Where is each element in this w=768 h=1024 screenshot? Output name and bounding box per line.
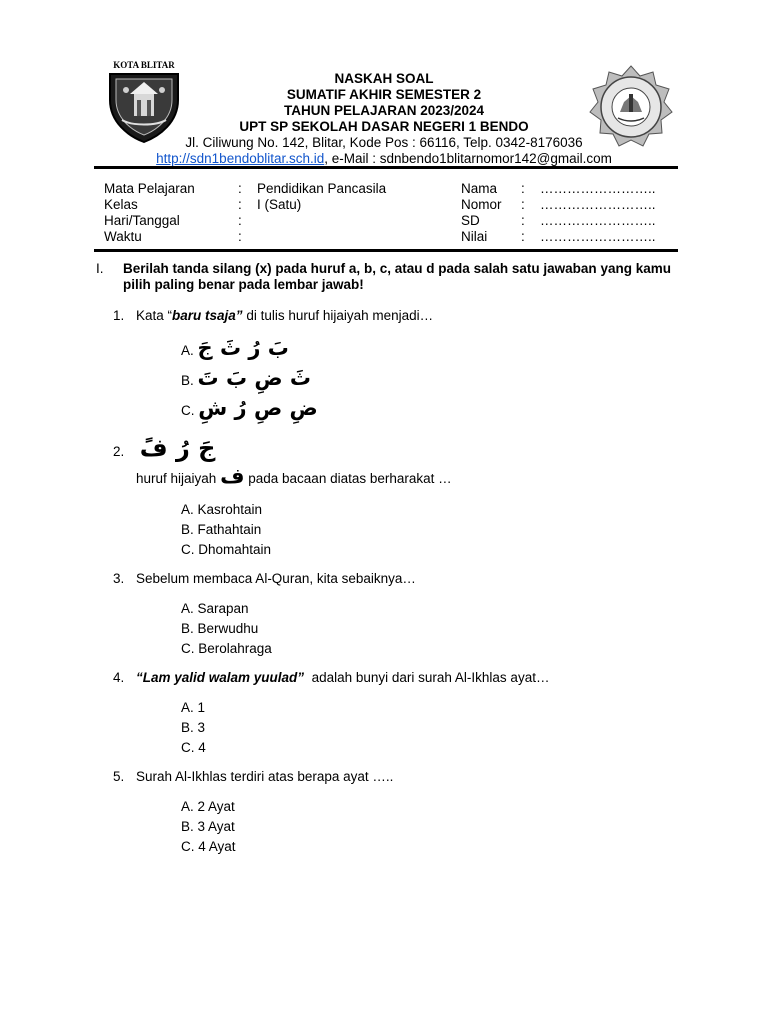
colon: :	[521, 197, 525, 212]
option-letter: C.	[181, 403, 195, 418]
option-letter: A.	[181, 343, 194, 358]
question-4	[113, 670, 549, 686]
option-arabic: بَ رُ ثَ جَ	[197, 336, 289, 360]
identity-values	[257, 181, 386, 245]
value-subject: Pendidikan Pancasila	[257, 181, 387, 196]
label-score: Nilai	[461, 229, 488, 244]
question-text: di tulis huruf hijaiyah menjadi…	[242, 308, 434, 323]
colon: :	[521, 229, 525, 244]
q5-option-b[interactable]: B. 3 Ayat	[181, 819, 235, 834]
question-text: Sebelum membaca Al-Quran, kita sebaiknya…	[136, 571, 416, 586]
colon: :	[521, 213, 525, 228]
header-address: Jl. Ciliwung No. 142, Blitar, Kode Pos : 66116, Telp. 0342-8176036	[185, 135, 583, 150]
label-class: Kelas	[104, 197, 138, 212]
question-arabic: جَ رُ فً	[139, 434, 216, 462]
value-time	[257, 229, 386, 245]
q2-option-c[interactable]: C. Dhomahtain	[181, 542, 272, 557]
q1-option-a[interactable]	[181, 336, 289, 360]
question-number: 1.	[113, 308, 125, 323]
name-blank[interactable]: ……………………..	[540, 181, 656, 196]
identity-divider	[94, 249, 678, 252]
header-semester: SUMATIF AKHIR SEMESTER 2	[286, 87, 482, 102]
q3-option-b[interactable]: B. Berwudhu	[181, 621, 259, 636]
number-blank[interactable]: ……………………..	[540, 197, 656, 212]
colon: :	[238, 229, 242, 244]
question-2	[113, 434, 216, 462]
option-letter: B.	[181, 373, 194, 388]
identity-colons-right	[521, 181, 525, 245]
question-2-text	[136, 464, 452, 488]
label-number: Nomor	[461, 197, 502, 212]
header-school: UPT SP SEKOLAH DASAR NEGERI 1 BENDO	[239, 119, 529, 134]
school-blank[interactable]: ……………………..	[540, 213, 656, 228]
header-title: NASKAH SOAL	[334, 71, 434, 86]
option-arabic: ثَ ضِ بَ تَ	[197, 366, 312, 390]
q4-option-a[interactable]: A. 1	[181, 700, 206, 715]
instruction-text: Berilah tanda silang (x) pada huruf a, b, c, atau d pada salah satu jawaban yang kamu pilih paling benar pada lembar jawab!	[123, 261, 671, 292]
student-labels	[461, 181, 502, 245]
value-class: I (Satu)	[257, 197, 302, 212]
score-blank[interactable]: ……………………..	[540, 229, 656, 244]
q3-option-a[interactable]: A. Sarapan	[181, 601, 249, 616]
identity-colons-left	[238, 181, 242, 245]
q5-option-c[interactable]: C. 4 Ayat	[181, 839, 236, 854]
email-text: , e-Mail : sdnbendo1blitarnomor142@gmail.com	[324, 151, 612, 166]
label-date: Hari/Tanggal	[104, 213, 180, 228]
website-link[interactable]: http://sdn1bendoblitar.sch.id	[156, 151, 325, 166]
label-time: Waktu	[104, 229, 142, 244]
question-number: 4.	[113, 670, 125, 685]
question-emphasis: baru tsaja”	[172, 308, 243, 323]
header-year: TAHUN PELAJARAN 2023/2024	[283, 103, 485, 118]
q5-option-a[interactable]: A. 2 Ayat	[181, 799, 235, 814]
identity-labels	[104, 181, 195, 245]
q4-option-c[interactable]: C. 4	[181, 740, 206, 755]
header-divider	[94, 166, 678, 169]
logo-caption: KOTA BLITAR	[113, 60, 175, 70]
section-number: I.	[96, 261, 104, 276]
question-3	[113, 571, 416, 587]
q3-option-c[interactable]: C. Berolahraga	[181, 641, 272, 656]
q2-option-b[interactable]: B. Fathahtain	[181, 522, 262, 537]
question-number: 3.	[113, 571, 125, 586]
question-5	[113, 769, 393, 785]
colon: :	[238, 213, 242, 228]
letterhead	[100, 71, 668, 167]
question-text: Surah Al-Ikhlas terdiri atas berapa ayat …..	[136, 769, 394, 784]
colon: :	[238, 181, 242, 196]
question-text: Kata “	[136, 308, 173, 323]
question-1	[113, 308, 433, 324]
question-text: pada bacaan diatas berharakat …	[248, 471, 452, 486]
question-number: 2.	[113, 444, 125, 459]
q1-option-c[interactable]	[181, 396, 318, 420]
colon: :	[521, 181, 525, 196]
header-contact	[100, 151, 668, 167]
question-arabic-letter: ف	[220, 464, 245, 488]
label-school: SD	[461, 213, 480, 228]
question-number: 5.	[113, 769, 125, 784]
question-emphasis: “Lam yalid walam yuulad”	[136, 670, 305, 685]
question-text: huruf hijaiyah	[136, 471, 217, 486]
label-subject: Mata Pelajaran	[104, 181, 195, 196]
value-date	[257, 213, 386, 229]
colon: :	[238, 197, 242, 212]
question-text: adalah bunyi dari surah Al-Ikhlas ayat…	[304, 670, 550, 685]
q1-option-b[interactable]	[181, 366, 312, 390]
option-arabic: ضِ صِ رُ شِ	[198, 396, 318, 420]
student-fill-lines	[540, 181, 656, 245]
label-name: Nama	[461, 181, 498, 196]
q2-option-a[interactable]: A. Kasrohtain	[181, 502, 263, 517]
q4-option-b[interactable]: B. 3	[181, 720, 206, 735]
